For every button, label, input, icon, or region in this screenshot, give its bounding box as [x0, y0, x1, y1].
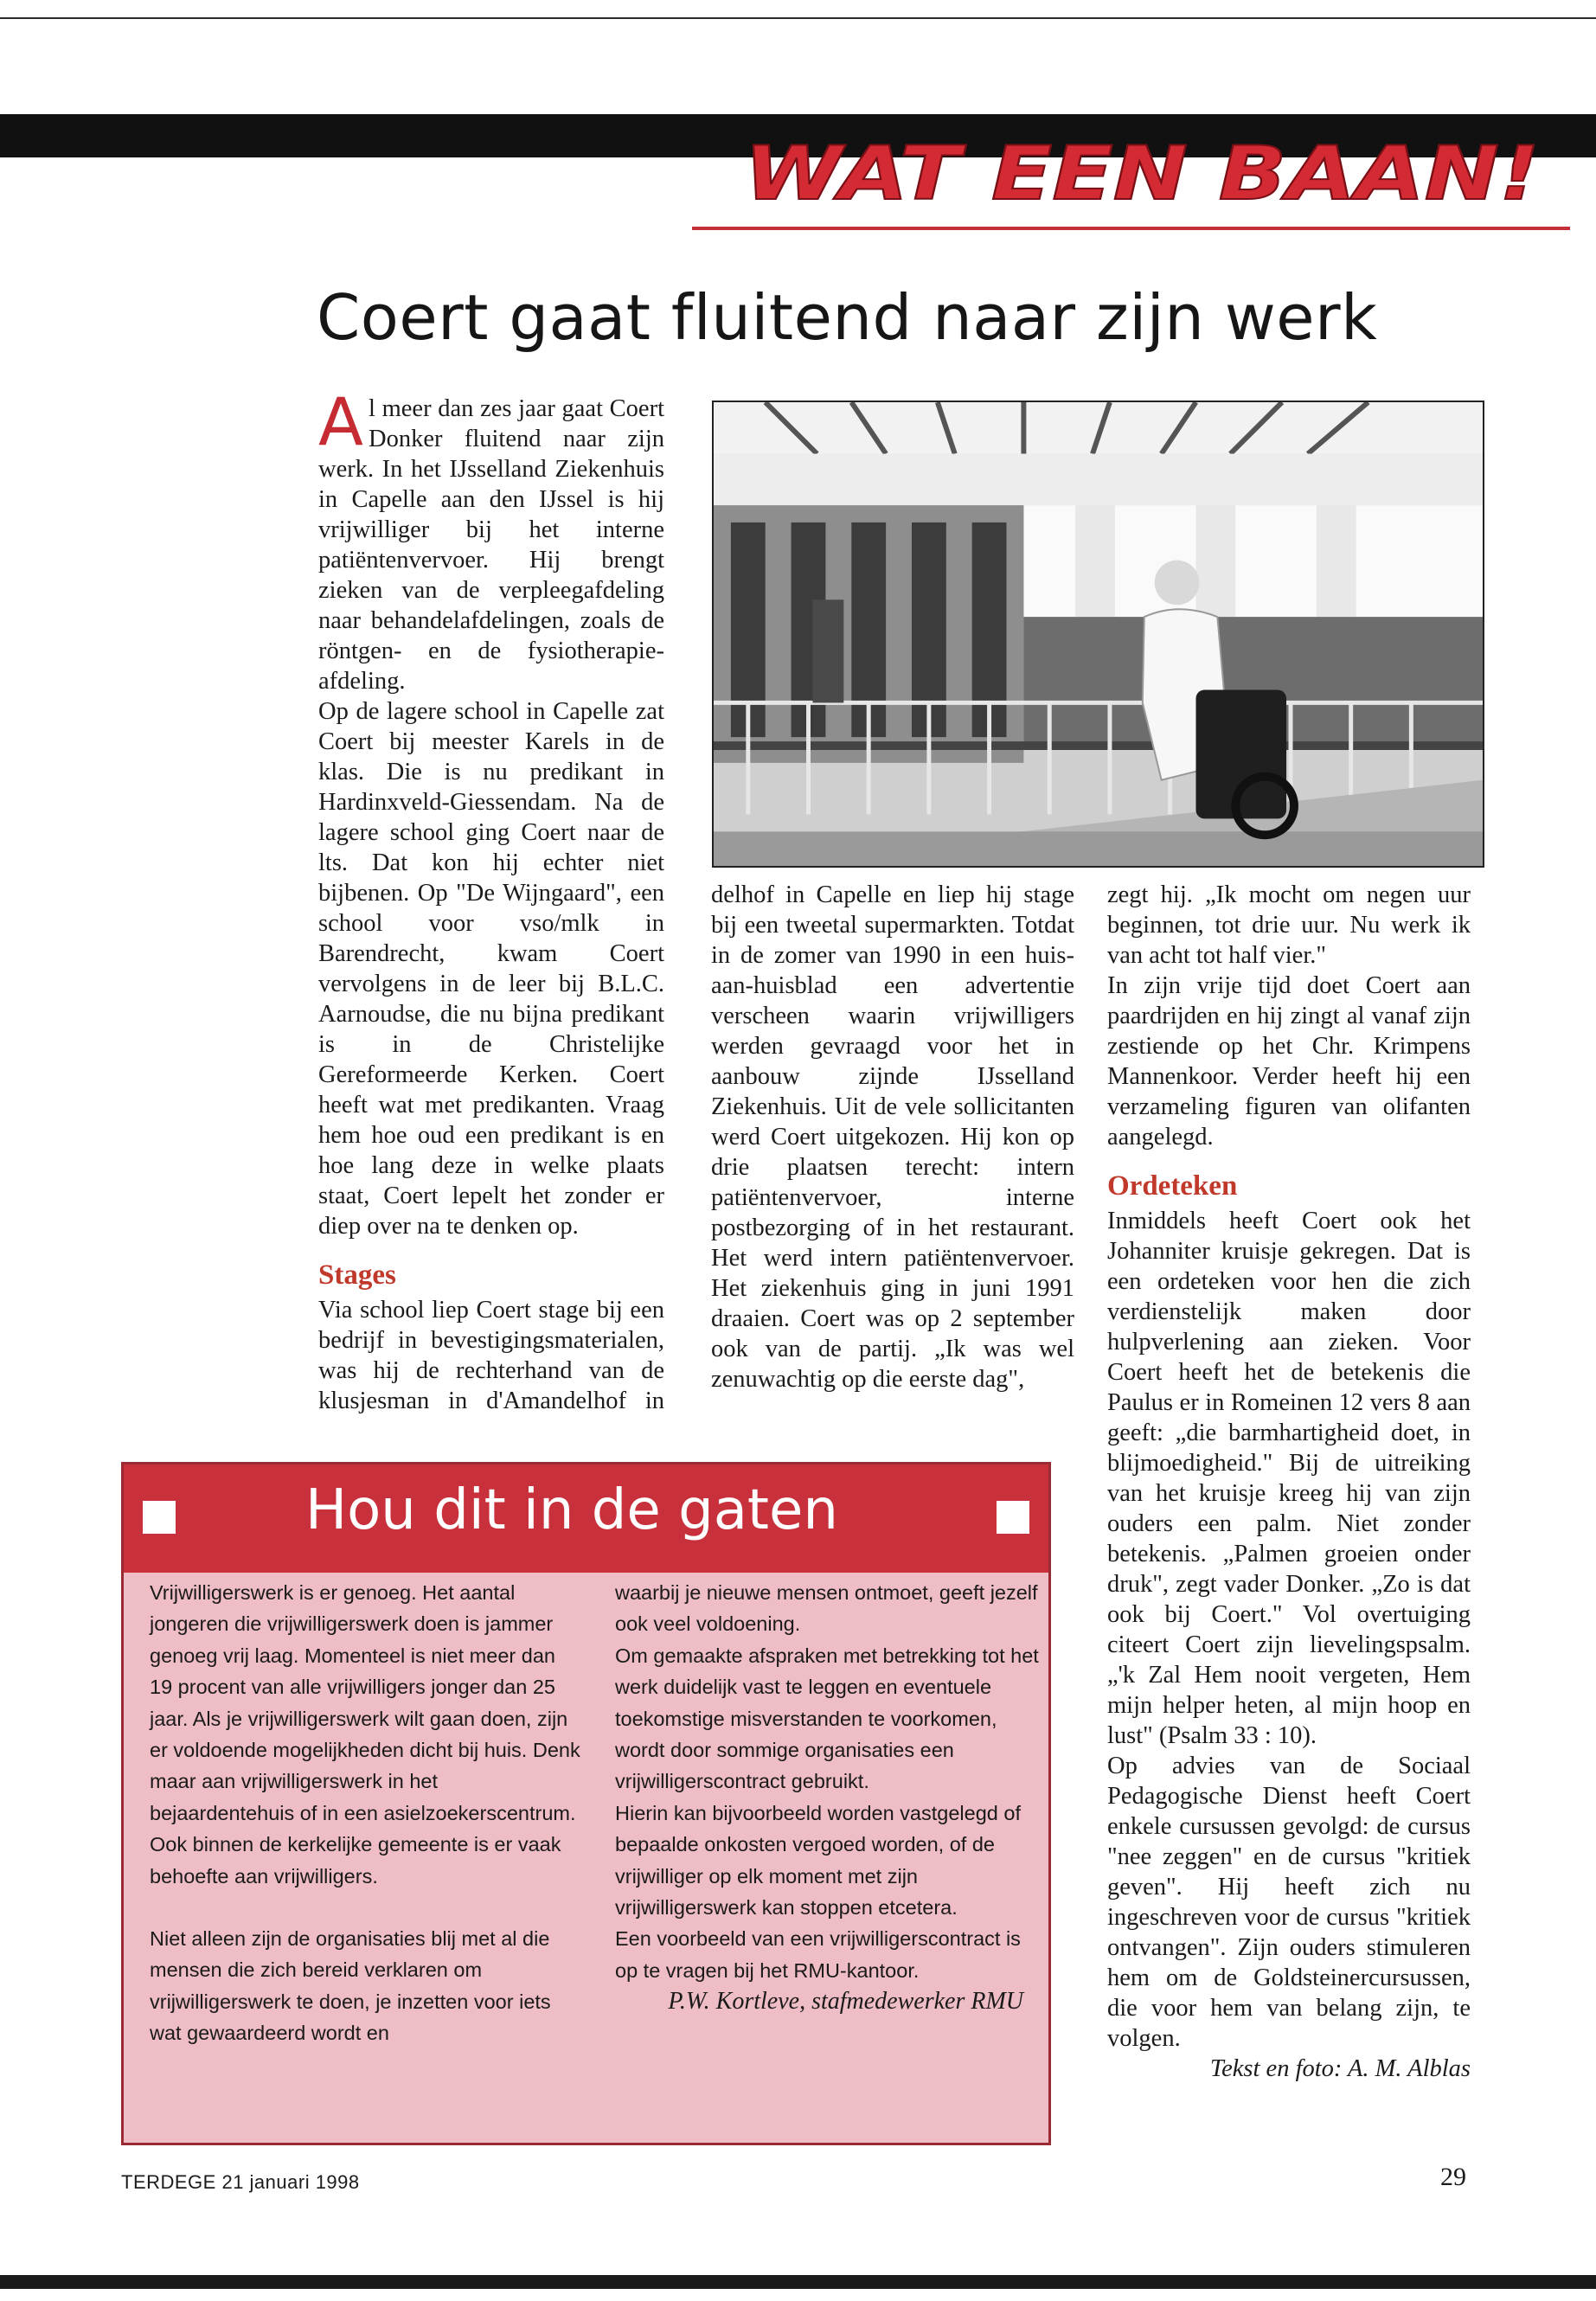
page-number: 29	[1440, 2163, 1466, 2191]
banner-text: WAT EEN BAAN!	[744, 131, 1540, 217]
sidebar-paragraph-1: Vrijwilligerswerk is er genoeg. Het aantal jongeren die vrijwilligerswerk doen is jammer genoeg vrij laag. Momenteel is niet meer dan 19 procent van alle vrijwilligers jonger dan 25 jaar. Als je vrijwilligerswerk wilt gaan doen, zijn er voldoende mogelijkheden dicht bij huis. Denk maar aan vrijwilligerswerk in het bejaardentehuis of in een asielzoekerscentrum. Ook binnen de kerkelijke gemeente is er vaak behoefte aan vrijwilligers.	[150, 1581, 580, 1888]
paragraph-stages-continued: delhof in Capelle en liep hij stage bij een tweetal supermarkten. Totdat in de zomer van 1990 in een huis-aan-huisblad een advertentie verscheen waarin vrijwilligers werden gevraagd voor het in aanbouw zijnde IJsselland Ziekenhuis. Uit de vele sollicitanten werd Coert uitgekozen. Hij kon op drie plaatsen terecht: intern patiëntenvervoer, interne postbezorging of in het restaurant. Het werd intern patiëntenvervoer. Het ziekenhuis ging in juni 1991 draaien. Coert was op 2 september ook van de partij. „Ik was wel zenuwachtig op die eerste dag",	[711, 881, 1074, 1393]
square-bullet-left-icon	[143, 1501, 176, 1534]
article-column-right	[1107, 880, 1471, 2084]
sidebar-paragraph-5: Hierin kan bijvoorbeeld worden vastgelegd of bepaalde onkosten vergoed worden, of de vrijwilliger op elk moment met zijn vrijwilligerswerk kan stoppen etcetera.	[615, 1801, 1021, 1920]
sidebar-box	[121, 1462, 1051, 2145]
paragraph-stages: Via school liep Coert stage bij een bedrijf in bevestigingsmaterialen, was hij de rechterhand van de klusjesman in d'Amandelhof in	[318, 1297, 664, 1414]
square-bullet-right-icon	[997, 1501, 1029, 1534]
article-photo	[712, 401, 1484, 868]
subhead-stages: Stages	[318, 1259, 396, 1291]
sidebar-paragraph-2: Niet alleen zijn de organisaties blij met al die mensen die zich bereid verklaren om vrijwilligerswerk te doen, je inzetten voor iets wat gewaardeerd wordt en	[150, 1927, 551, 2045]
banner-logo	[692, 131, 1596, 218]
paragraph-quote-end: zegt hij. „Ik mocht om negen uur beginnen, tot drie uur. Nu werk ik van acht tot half vier."	[1107, 881, 1471, 969]
sidebar-header	[124, 1465, 1048, 1573]
intro-paragraph	[318, 383, 664, 696]
paragraph-cursussen: Op advies van de Sociaal Pedagogische Dienst heeft Coert enkele cursussen gevolgd: de cursus "nee zeggen" en de cursus "kritiek geven". Hij heeft zich nu ingeschreven voor de cursus "kritiek ontvangen". Zijn ouders stimuleren hem om de Goldsteinercursussen, die voor hem van belang zijn, te volgen.	[1107, 1753, 1471, 2052]
footer-issue: TERDEGE 21 januari 1998	[121, 2171, 360, 2193]
bottom-frame-band	[0, 2275, 1596, 2289]
banner-underline	[692, 227, 1570, 230]
sidebar-paragraph-4: Om gemaakte afspraken met betrekking tot het werk duidelijk vast te leggen en eventuele toekomstige misverstanden te voorkomen, wordt door sommige organisaties een vrijwilligerscontract gebruikt.	[615, 1644, 1039, 1793]
article-column-left	[318, 383, 664, 1416]
sidebar-title: Hou dit in de gaten	[305, 1478, 838, 1542]
paragraph-school: Op de lagere school in Capelle zat Coert bij meester Karels in de klas. Die is nu predikant in Hardinxveld-Giessendam. Na de lagere school ging Coert naar de lts. Dat kon hij echter niet bijbenen. Op "De Wijngaard", een school voor vso/mlk in Barendrecht, kwam Coert vervolgens in de leer bij B.L.C. Aarnoudse, die nu bijna predikant is in de Christelijke Gereformeerde Kerken. Coert heeft wat met predikanten. Vraag hem hoe oud een predikant is en hoe lang deze in welke plaats staat, Coert lepelt het zonder er diep over na te denken op.	[318, 698, 664, 1240]
photo-image	[714, 402, 1483, 866]
paragraph-ordeteken: Inmiddels heeft Coert ook het Johanniter kruisje gekregen. Dat is een ordeteken voor hen die zich verdienstelijk maken door hulpverlening aan zieken. Voor Coert heeft het de betekenis die Paulus er in Romeinen 12 vers 8 aan geeft: „die barmhartigheid doet, in blijmoedigheid." Bij de uitreiking van het kruisje kreeg hij van zijn ouders een palm. Niet zonder betekenis. „Palmen groeien onder druk", zegt vader Donker. „Zo is dat ook bij Coert." Vol overtuiging citeert Coert zijn lievelingspsalm. „'k Zal Hem nooit vergeten, Hem mijn helper heten, al mijn hoop en lust" (Psalm 33 : 10).	[1107, 1208, 1471, 1749]
top-frame-line	[0, 17, 1596, 19]
article-byline: Tekst en foto: A. M. Alblas	[1209, 2055, 1471, 2082]
article-headline: Coert gaat fluitend naar zijn werk	[317, 281, 1378, 354]
sidebar-paragraph-3: waarbij je nieuwe mensen ontmoet, geeft jezelf ook veel voldoening.	[615, 1581, 1038, 1636]
article-column-middle	[711, 880, 1074, 1394]
subhead-ordeteken: Ordeteken	[1107, 1170, 1238, 1202]
sidebar-column-left	[150, 1577, 582, 2049]
drop-cap: A	[318, 383, 363, 460]
sidebar-column-right	[615, 1577, 1039, 2018]
sidebar-paragraph-6: Een voorbeeld van een vrijwilligerscontract is op te vragen bij het RMU-kantoor.	[615, 1927, 1021, 1982]
sidebar-signature: P.W. Kortleve, stafmedewerker RMU	[668, 1988, 1023, 2016]
intro-text: l meer dan zes jaar gaat Coert Donker fluitend naar zijn werk. In het IJsselland Ziekenhuis in Capelle aan den IJssel is hij vrijwilliger bij het interne patiëntenvervoer. Hij brengt zieken van de verpleegafdeling naar behandelafdelingen, zoals de röntgen- en de fysiotherapie-afdeling.	[318, 395, 664, 695]
paragraph-hobbies: In zijn vrije tijd doet Coert aan paardrijden en hij zingt al vanaf zijn zestiende op het Chr. Krimpens Mannenkoor. Verder heeft hij een verzameling figuren van olifanten aangelegd.	[1107, 972, 1471, 1150]
